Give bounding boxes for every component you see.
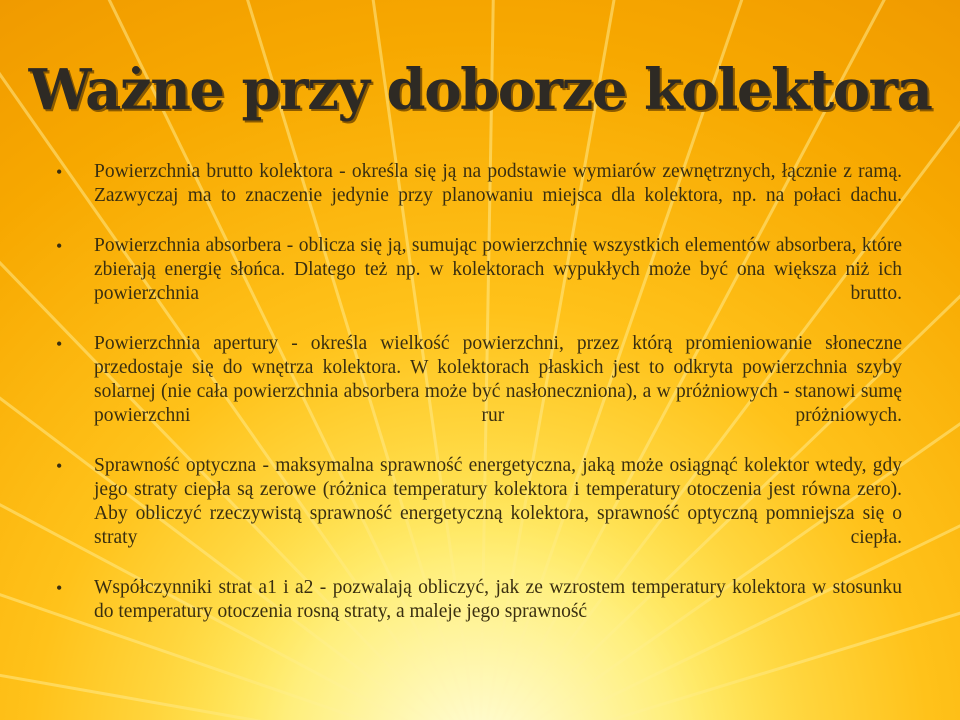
bullet-icon: •	[56, 236, 63, 256]
bullet-icon: •	[56, 334, 63, 354]
bullet-text: Powierzchnia apertury - określa wielkość powierzchni, przez którą promieniowanie słoneczne przedostaje się do wnętrza kolektora. W kolektorach płaskich jest to odkryta powierzchnia szyby solarnej (nie cała powierzchnia absorbera może być nasłoneczniona), a w próżniowych - stanowi sumę powierzchni rur próżniowych.	[94, 333, 902, 426]
bullet-list	[54, 160, 902, 650]
slide-title: Ważne przy doborze kolektora	[28, 57, 932, 123]
bullet-icon: •	[56, 578, 63, 598]
bullet-icon: •	[56, 456, 63, 476]
bullet-icon: •	[56, 162, 63, 182]
bullet-item	[54, 332, 902, 428]
bullet-item	[54, 234, 902, 306]
bullet-text: Współczynniki strat a1 i a2 - pozwalają obliczyć, jak ze wzrostem temperatury kolektora w stosunku do temperatury otoczenia rosną straty, a maleje jego sprawność	[94, 577, 902, 622]
bullet-item	[54, 576, 902, 624]
bullet-text: Powierzchnia absorbera - oblicza się ją, sumując powierzchnię wszystkich elementów absorbera, które zbierają energię słońca. Dlatego też np. w kolektorach wypukłych może być ona większa niż ich powierzchnia brutto.	[94, 235, 902, 304]
bullet-text: Powierzchnia brutto kolektora - określa się ją na podstawie wymiarów zewnętrznych, łącznie z ramą. Zazwyczaj ma to znaczenie jedynie przy planowaniu miejsca dla kolektora, np. na połaci dachu.	[94, 161, 902, 206]
bullet-item	[54, 454, 902, 550]
bullet-item	[54, 160, 902, 208]
bullet-text: Sprawność optyczna - maksymalna sprawność energetyczna, jaką może osiągnąć kolektor wtedy, gdy jego straty ciepła są zerowe (różnica temperatury kolektora i temperatury otoczenia jest równa zero). Aby obliczyć rzeczywistą sprawność energetyczną kolektora, sprawność optyczną pomniejsza się o straty ciepła.	[94, 455, 902, 548]
